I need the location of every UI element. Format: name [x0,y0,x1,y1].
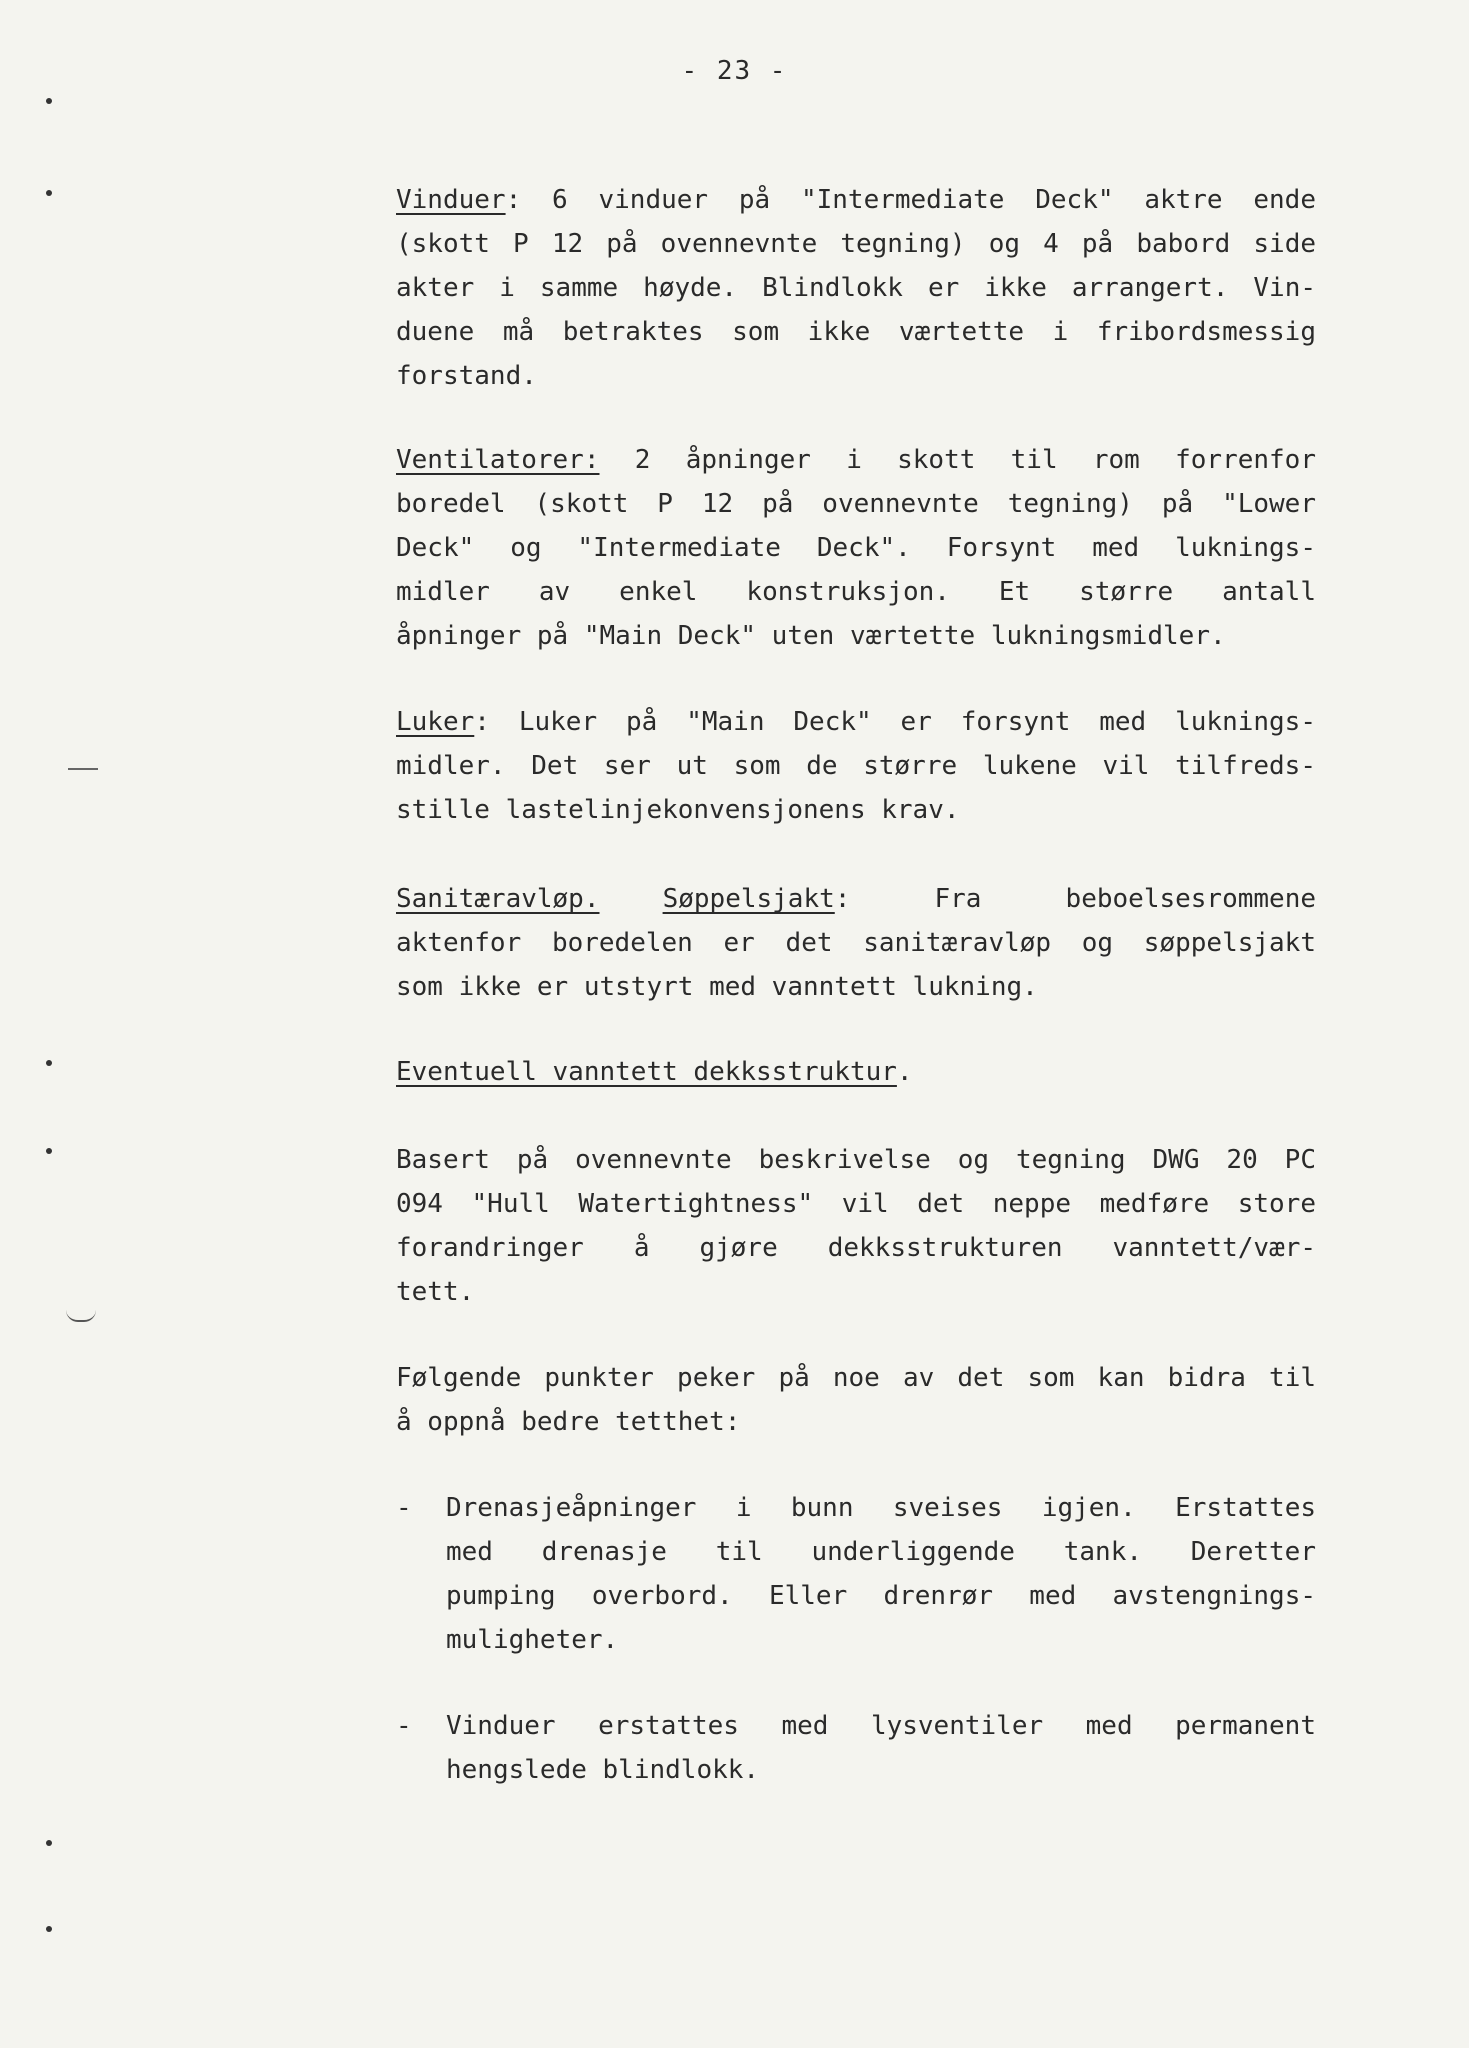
line-text: : Luker på "Main Deck" er forsynt med luknings- [474,707,1316,737]
paragraph-line: akter i samme høyde. Blindlokk er ikke arrangert. Vin- [396,273,1316,303]
paragraph-sanitaer [396,877,1316,1009]
line-text: : Fra beboelsesrommene [834,884,1317,914]
paragraph-line: Deck" og "Intermediate Deck". Forsynt med luknings- [396,533,1316,563]
section-heading: Sanitæravløp. [396,884,600,914]
list-item [396,1486,1316,1662]
section-heading: Vinduer [396,185,506,215]
paragraph-line: midler. Det ser ut som de større lukene vil tilfreds- [396,751,1316,781]
paragraph-line: (skott P 12 på ovennevnte tegning) og 4 på babord side [396,229,1316,259]
section-heading: Luker [396,707,475,737]
paragraph-line: boredel (skott P 12 på ovennevnte tegning) på "Lower [396,489,1316,519]
paragraph-line: 094 "Hull Watertightness" vil det neppe medføre store [396,1189,1316,1219]
paragraph-folgende [396,1356,1316,1444]
list-dash: - [396,1493,412,1523]
paragraph-line: Basert på ovennevnte beskrivelse og tegning DWG 20 PC [396,1145,1316,1175]
line-text: . [896,1057,913,1087]
paragraph-line: forandringer å gjøre dekksstrukturen vanntett/vær- [396,1233,1316,1263]
paragraph-line [396,877,1316,921]
paragraph-line [396,700,1316,744]
list-item-line: med drenasje til underliggende tank. Deretter [446,1537,1316,1567]
paragraph-line: å oppnå bedre tetthet: [396,1407,741,1437]
paragraph-line: stille lastelinjekonvensjonens krav. [396,795,960,825]
paragraph-ventilatorer [396,438,1316,658]
margin-dot [46,1060,52,1066]
paragraph-line: som ikke er utstyrt med vanntett lukning. [396,972,1038,1002]
margin-dot [46,98,52,104]
list-item [396,1704,1316,1792]
margin-dot [46,1840,52,1846]
paragraph-eventuell [396,1050,1316,1094]
margin-dot [46,1148,52,1154]
list-item-line: Vinduer erstattes med lysventiler med permanent [446,1711,1316,1741]
line-text: : 6 vinduer på "Intermediate Deck" aktre ende [505,185,1316,215]
paragraph-line: tett. [396,1277,475,1307]
paragraph-line: midler av enkel konstruksjon. Et større antall [396,577,1316,607]
paragraph-line: duene må betraktes som ikke værtette i fribordsmessig [396,317,1316,347]
paragraph-line: forstand. [396,361,537,391]
paragraph-line: åpninger på "Main Deck" uten værtette lukningsmidler. [396,621,1226,651]
margin-mark [66,1310,96,1322]
section-heading: Eventuell vanntett dekksstruktur [396,1057,897,1087]
paragraph-basert [396,1138,1316,1314]
page-number: - 23 - [681,56,788,86]
list-dash: - [396,1711,412,1741]
margin-dot [46,1926,52,1932]
paragraph-line [396,178,1316,222]
paragraph-line: aktenfor boredelen er det sanitæravløp og søppelsjakt [396,928,1316,958]
margin-dot [46,190,52,196]
list-item-line: Drenasjeåpninger i bunn sveises igjen. Erstattes [446,1493,1316,1523]
list-item-line: pumping overbord. Eller drenrør med avstengnings- [446,1581,1316,1611]
paragraph-line [396,438,1316,482]
section-heading: Søppelsjakt [662,884,835,914]
paragraph-vinduer [396,178,1316,398]
paragraph-luker [396,700,1316,832]
paragraph-line [396,1050,1316,1094]
list-item-line: hengslede blindlokk. [446,1755,760,1785]
line-text: 2 åpninger i skott til rom forrenfor [599,445,1316,475]
paragraph-line: Følgende punkter peker på noe av det som kan bidra til [396,1363,1316,1393]
section-heading: Ventilatorer: [396,445,600,475]
list-item-line: muligheter. [446,1625,619,1655]
margin-mark [68,768,98,770]
